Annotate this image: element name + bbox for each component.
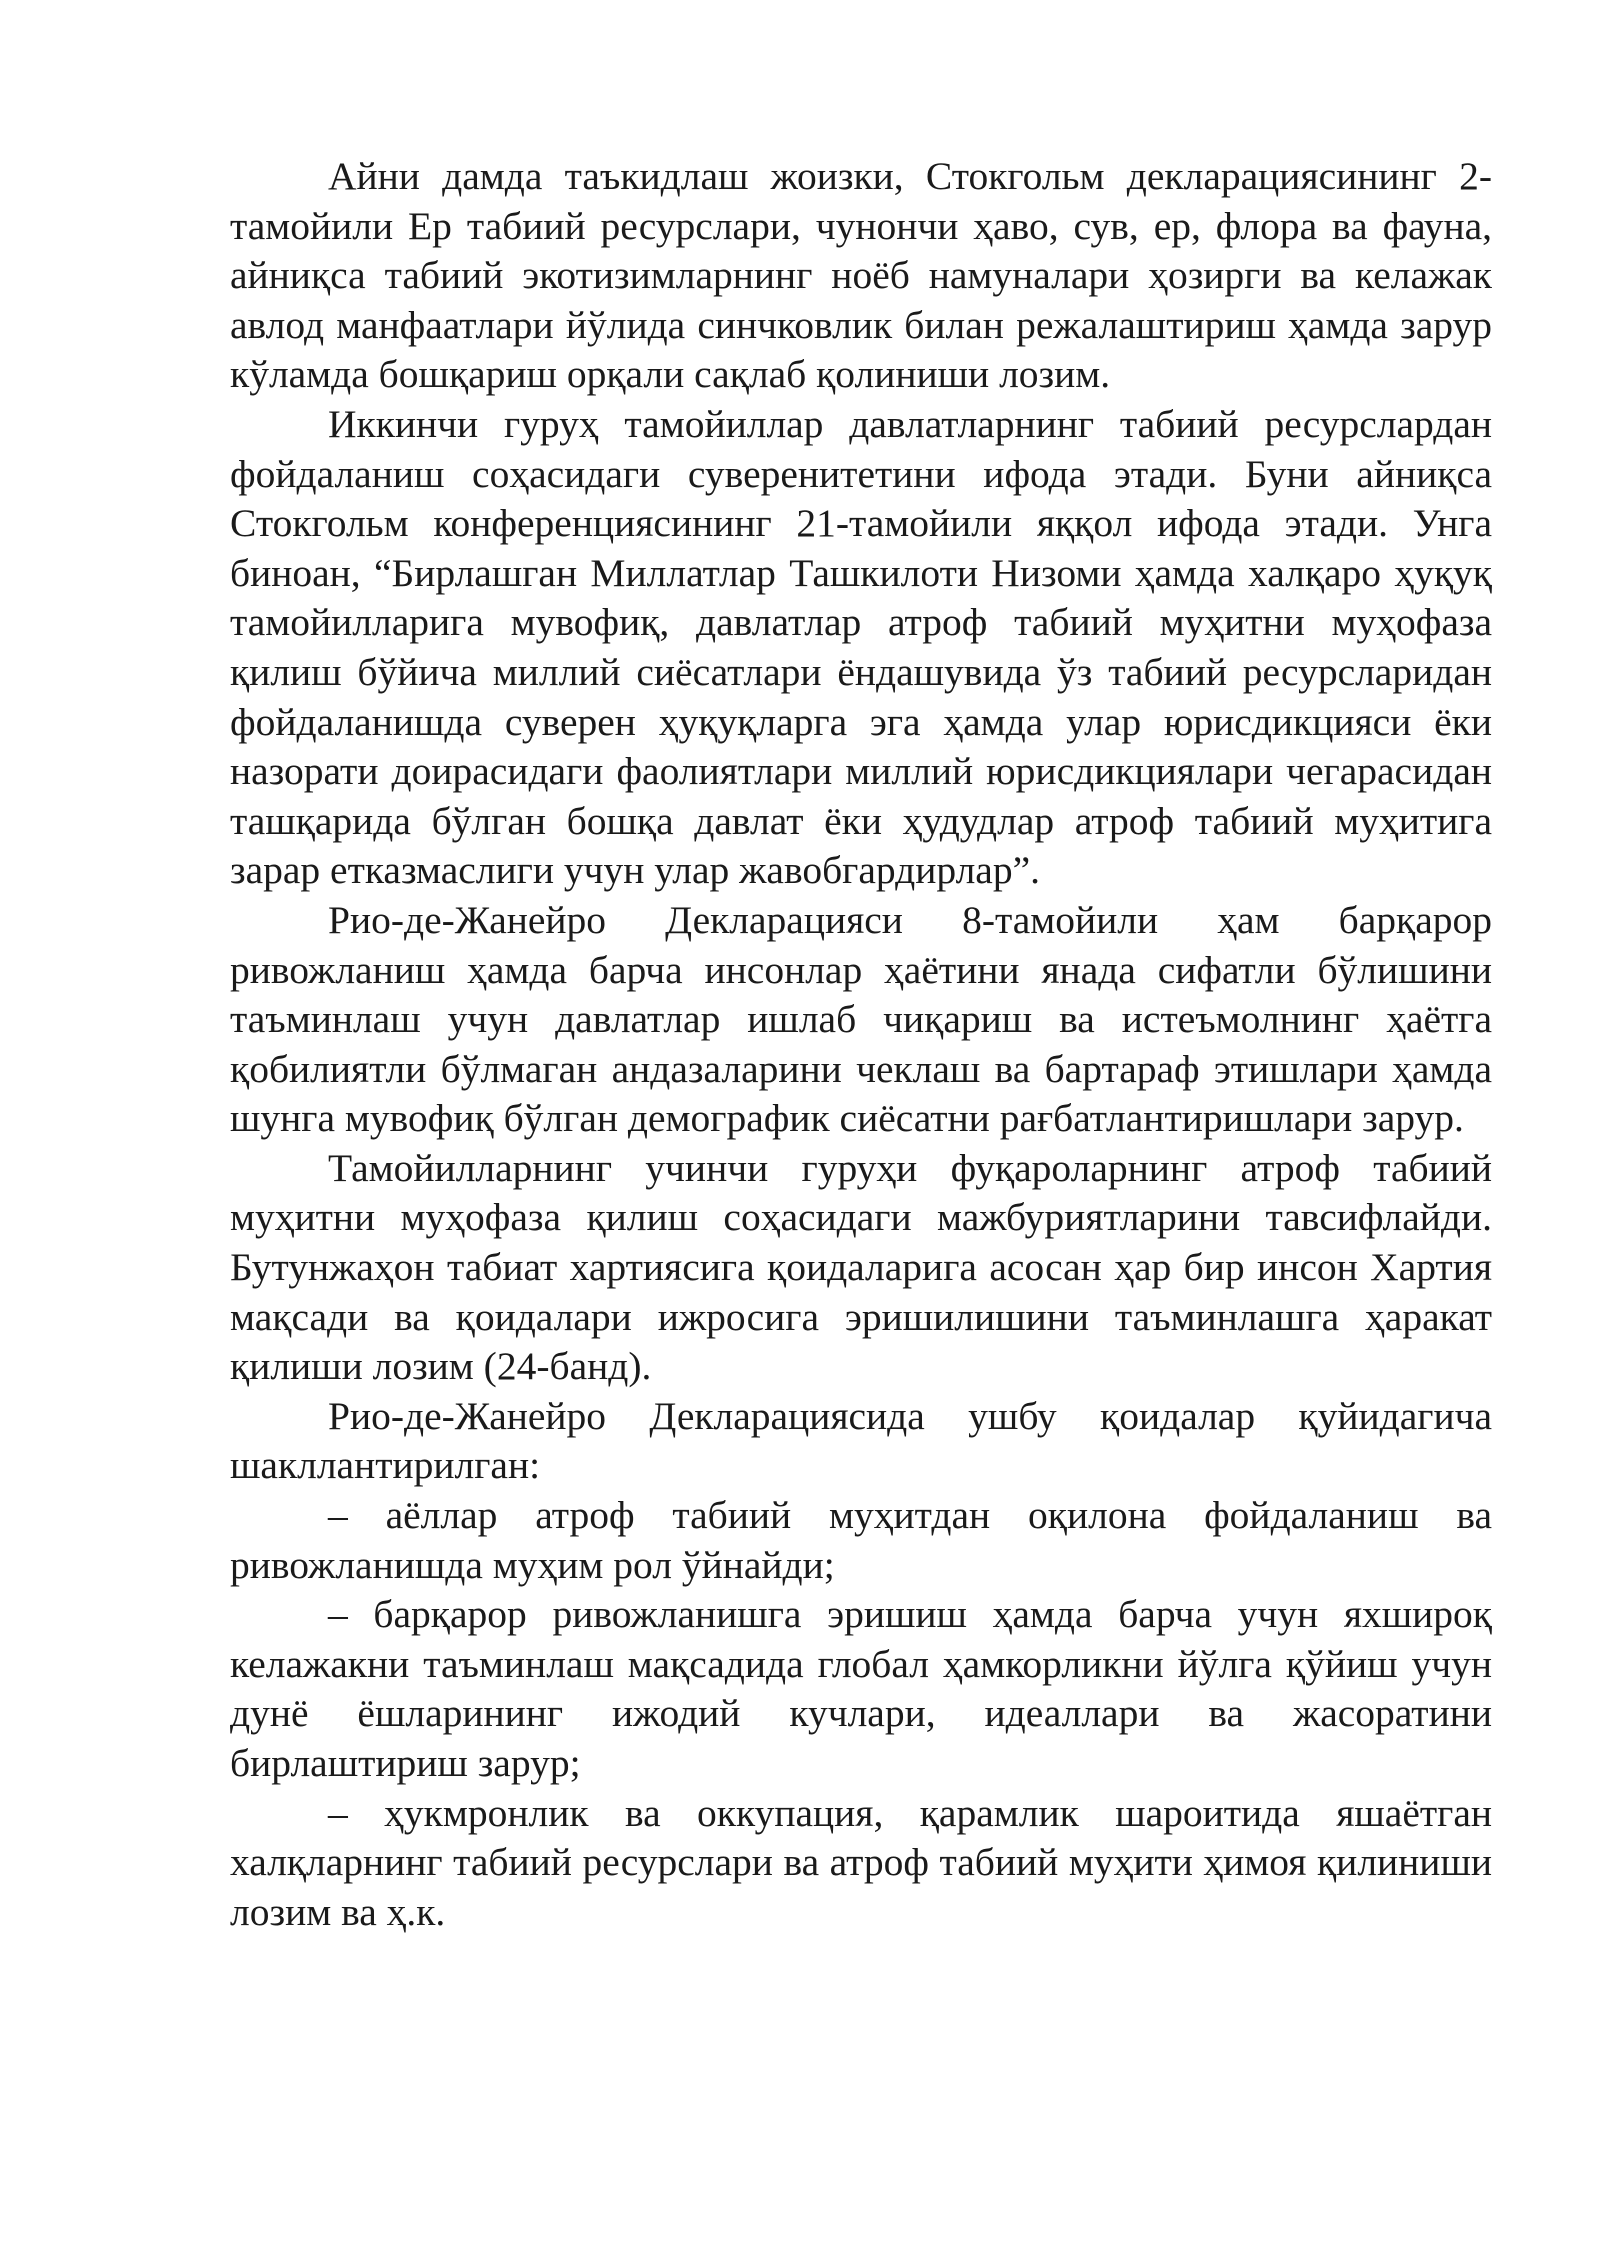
paragraph-third-group-principles: Тамойилларнинг учинчи гуруҳи фуқароларнинг атроф табиий муҳитни муҳофаза қилиш соҳасидаги мажбуриятларини тавсифлайди. Бутунжаҳон табиат хартиясига қоидаларига асосан ҳар бир инсон Хартия мақсади ва қоидалари ижросига эришилишини таъминлашга ҳаракат қилиши лозим (24-банд). bbox=[230, 1145, 1492, 1389]
document-body bbox=[230, 152, 1492, 1937]
paragraph-second-group-principles: Иккинчи гуруҳ тамойиллар давлатларнинг табиий ресурслардан фойдаланиш соҳасидаги суверенитетини ифода этади. Буни айниқса Стокгольм конференциясининг 21-тамойили яққол ифода этади. Унга биноан, “Бирлашган Миллатлар Ташкилоти Низоми ҳамда халқаро ҳуқуқ тамойилларига мувофиқ, давлатлар атроф табиий муҳитни муҳофаза қилиш бўйича миллий сиёсатлари ёндашувида ўз табиий ресурсларидан фойдаланишда суверен ҳуқуқларга эга ҳамда улар юрисдикцияси ёки назорати доирасидаги фаолиятлари миллий юрисдикциялари чегарасидан ташқарида бўлган бошқа давлат ёки ҳудудлар атроф табиий муҳитига зарар етказмаслиги учун улар жавобгардирлар”. bbox=[230, 401, 1492, 893]
list-item-occupied-peoples: – ҳукмронлик ва оккупация, қарамлик шароитида яшаётган халқларнинг табиий ресурслари ва атроф табиий муҳити ҳимоя қилиниши лозим ва ҳ.к. bbox=[230, 1790, 1492, 1934]
paragraph-stockholm-principle-2: Айни дамда таъкидлаш жоизки, Стокгольм декларациясининг 2-тамойили Ер табиий ресурслари, чунончи ҳаво, сув, ер, флора ва фауна, айниқса табиий экотизимларнинг ноёб намуналари ҳозирги ва келажак авлод манфаатлари йўлида синчковлик билан режалаштириш ҳамда зарур кўламда бошқариш орқали сақлаб қолиниши лозим. bbox=[230, 154, 1492, 397]
paragraph-rio-principle-8: Рио-де-Жанейро Декларацияси 8-тамойили ҳам барқарор ривожланиш ҳамда барча инсонлар ҳаётини янада сифатли бўлишини таъминлаш учун давлатлар ишлаб чиқариш ва истеъмолнинг ҳаётга қобилиятли бўлмаган андазаларини чеклаш ва бартараф этишлари ҳамда шунга мувофиқ бўлган демографик сиёсатни рағбатлантиришлари зарур. bbox=[230, 897, 1492, 1141]
list-item-women-role: – аёллар атроф табиий муҳитдан оқилона фойдаланиш ва ривожланишда муҳим рол ўйнайди; bbox=[230, 1493, 1492, 1587]
paragraph-rio-declaration-intro: Рио-де-Жанейро Декларациясида ушбу қоидалар қуйидагича шакллантирилган: bbox=[230, 1393, 1492, 1488]
list-item-youth-cooperation: – барқарор ривожланишга эришиш ҳамда барча учун яхшироқ келажакни таъминлаш мақсадида глобал ҳамкорликни йўлга қўйиш учун дунё ёшларининг ижодий кучлари, идеаллари ва жасоратини бирлаштириш зарур; bbox=[230, 1592, 1492, 1785]
